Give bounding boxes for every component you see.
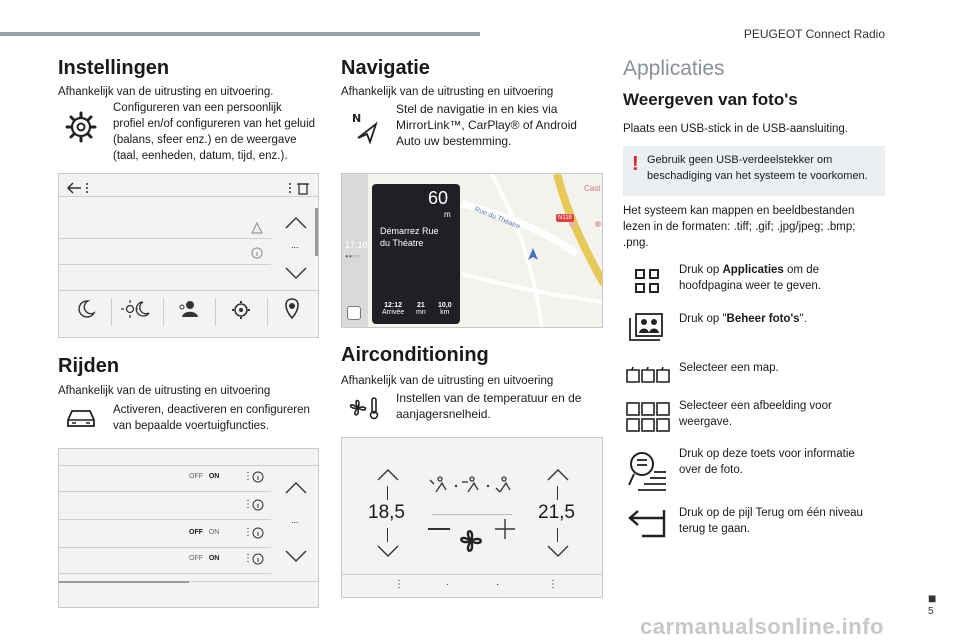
menu-dot[interactable]: · [446, 579, 450, 590]
fan-increase-button[interactable] [494, 518, 516, 540]
instellingen-title: Instellingen [58, 57, 170, 79]
options-dots[interactable]: ⋮ [243, 527, 253, 538]
more-indicator: ... [291, 240, 299, 250]
step-2-text: Druk op "Beheer foto's". [679, 313, 807, 325]
info-icon[interactable] [252, 471, 264, 483]
rijden-intro: Afhankelijk van de uitrusting en uitvoering [58, 385, 271, 397]
step-5-text: Druk op deze toets voor informatie over de foto. [679, 448, 855, 476]
instellingen-screen [58, 173, 319, 338]
navigatie-intro: Afhankelijk van de uitrusting en uitvoering [341, 86, 554, 98]
more-indicator: ... [291, 515, 299, 525]
photo-info-icon [628, 450, 668, 492]
info-icon [251, 247, 263, 259]
toggle-switch[interactable]: OFF ON [189, 473, 220, 480]
navigatie-description: Stel de navigatie in en kies via MirrorLink™, CarPlay® of Android Auto uw bestemming. [396, 102, 577, 148]
profile-icon[interactable] [177, 298, 199, 320]
position-arrow-icon [528, 248, 538, 260]
warning-exclamation-icon: ! [632, 153, 639, 175]
fan-decrease-button[interactable] [428, 528, 450, 530]
folder-row-icon [626, 364, 670, 384]
temperature-right: 21,5 [538, 502, 575, 523]
warning-text: Gebruik geen USB-verdeelstekker om beschadiging van het systeem te voorkomen. [647, 154, 868, 182]
road-badge: N118 [558, 215, 572, 221]
km-block: 10,0 km [438, 302, 452, 316]
toggle-switch[interactable]: OFF ON [189, 555, 220, 562]
step-3-text: Selecteer een map. [679, 362, 779, 374]
scrollbar[interactable] [315, 208, 318, 256]
airconditioning-title: Airconditioning [341, 344, 489, 366]
temperature-left: 18,5 [368, 502, 405, 523]
street-label: Rue du Théatre [473, 206, 521, 231]
divider [59, 238, 271, 239]
warning-triangle-icon [251, 222, 263, 234]
arrival-block: 12:12 Arrivée [382, 302, 405, 316]
status-dots: ●●○○ [345, 254, 360, 260]
temp-left-up-icon[interactable] [376, 468, 400, 482]
clock: 17:10 [345, 240, 368, 250]
scroll-up-icon[interactable] [284, 216, 308, 230]
info-icon[interactable] [252, 553, 264, 565]
menu-dots[interactable]: ⋮ [394, 579, 404, 590]
rijden-title: Rijden [58, 355, 120, 377]
page-number: 5 [928, 606, 934, 617]
divider [59, 264, 271, 265]
step-6-text: Druk op de pijl Terug om één niveau terug te gaan. [679, 507, 863, 535]
scroll-down-icon[interactable] [284, 266, 308, 280]
info-icon[interactable] [252, 527, 264, 539]
navigatie-title: Navigatie [341, 57, 430, 79]
instellingen-intro: Afhankelijk van de uitrusting en uitvoering. [58, 86, 274, 98]
temp-right-up-icon[interactable] [546, 468, 570, 482]
photo-manager-icon [628, 312, 664, 342]
divider [59, 290, 318, 291]
formats-text: Het systeem kan mappen en beeldbestanden lezen in de formaten: .tiff; .gif; .jpg/jpeg; .bmp; .png. [623, 205, 856, 249]
fan-temperature-icon [346, 396, 382, 420]
menu-dots[interactable]: ⋮ [548, 579, 558, 590]
place-label: Cast [584, 184, 601, 193]
night-mode-icon[interactable] [75, 298, 97, 320]
climate-screen [341, 437, 603, 598]
watermark: carmanualsonline.info [640, 614, 884, 639]
scroll-down-icon[interactable] [284, 549, 308, 563]
minutes-block: 21 mn [416, 302, 426, 316]
page-bullet: ■ [928, 590, 937, 606]
menu-dot[interactable]: · [496, 579, 500, 590]
airconditioning-description: Instellen van de temperatuur en de aanjagersnelheid. [396, 391, 582, 421]
options-dots[interactable]: ⋮ [243, 499, 253, 510]
svg-text:N: N [352, 112, 362, 125]
gear-icon [64, 110, 98, 144]
day-night-icon[interactable] [121, 298, 151, 320]
rijden-description: Activeren, deactiveren en configureren van bepaalde voertuigfuncties. [113, 404, 310, 432]
temp-right-down-icon[interactable] [546, 544, 570, 558]
airconditioning-intro: Afhankelijk van de uitrusting en uitvoering [341, 375, 554, 387]
fan-icon [456, 526, 486, 556]
back-arrow-icon [628, 508, 668, 538]
scroll-up-icon[interactable] [284, 481, 308, 495]
location-settings-icon[interactable] [281, 296, 303, 320]
instruction-line-2: du Théatre [380, 238, 424, 248]
applicaties-title: Applicaties [623, 57, 725, 80]
page-indicator [59, 581, 189, 583]
trash-icon[interactable] [287, 181, 311, 195]
usb-instruction: Plaats een USB-stick in de USB-aansluiting. [623, 123, 848, 135]
car-icon [64, 406, 98, 430]
instruction-card [372, 184, 460, 324]
home-button[interactable] [347, 306, 361, 320]
rijden-screen [58, 448, 319, 608]
options-dots[interactable]: ⋮ [243, 471, 253, 482]
air-distribution-icons[interactable] [428, 474, 518, 496]
step-4-text: Selecteer een afbeelding voor weergave. [679, 400, 832, 428]
running-title: PEUGEOT Connect Radio [743, 27, 885, 41]
settings-gear-icon[interactable] [229, 298, 251, 320]
divider [59, 196, 318, 197]
navigation-icon [350, 110, 380, 144]
instruction-line-1: Démarrez Rue [380, 226, 439, 236]
navigation-screen [341, 173, 603, 328]
step-1-text: Druk op Applicaties om de hoofdpagina weer te geven. [679, 264, 821, 292]
distance-value: 60 [428, 188, 449, 208]
photos-subtitle: Weergeven van foto's [623, 90, 798, 109]
options-dots[interactable]: ⋮ [243, 553, 253, 564]
back-arrow-icon[interactable] [65, 181, 91, 195]
temp-left-down-icon[interactable] [376, 544, 400, 558]
toggle-switch[interactable]: OFF ON [189, 529, 220, 536]
image-grid-icon [626, 402, 670, 432]
info-icon[interactable] [252, 499, 264, 511]
apps-grid-icon [634, 268, 660, 294]
instellingen-description: Configureren van een persoonlijk profiel en/of configureren van het geluid (balans, sfeer enz.) en de weergave (taal, eenheden, datum, tijd, enz.). [113, 102, 316, 162]
distance-unit: m [444, 210, 451, 219]
